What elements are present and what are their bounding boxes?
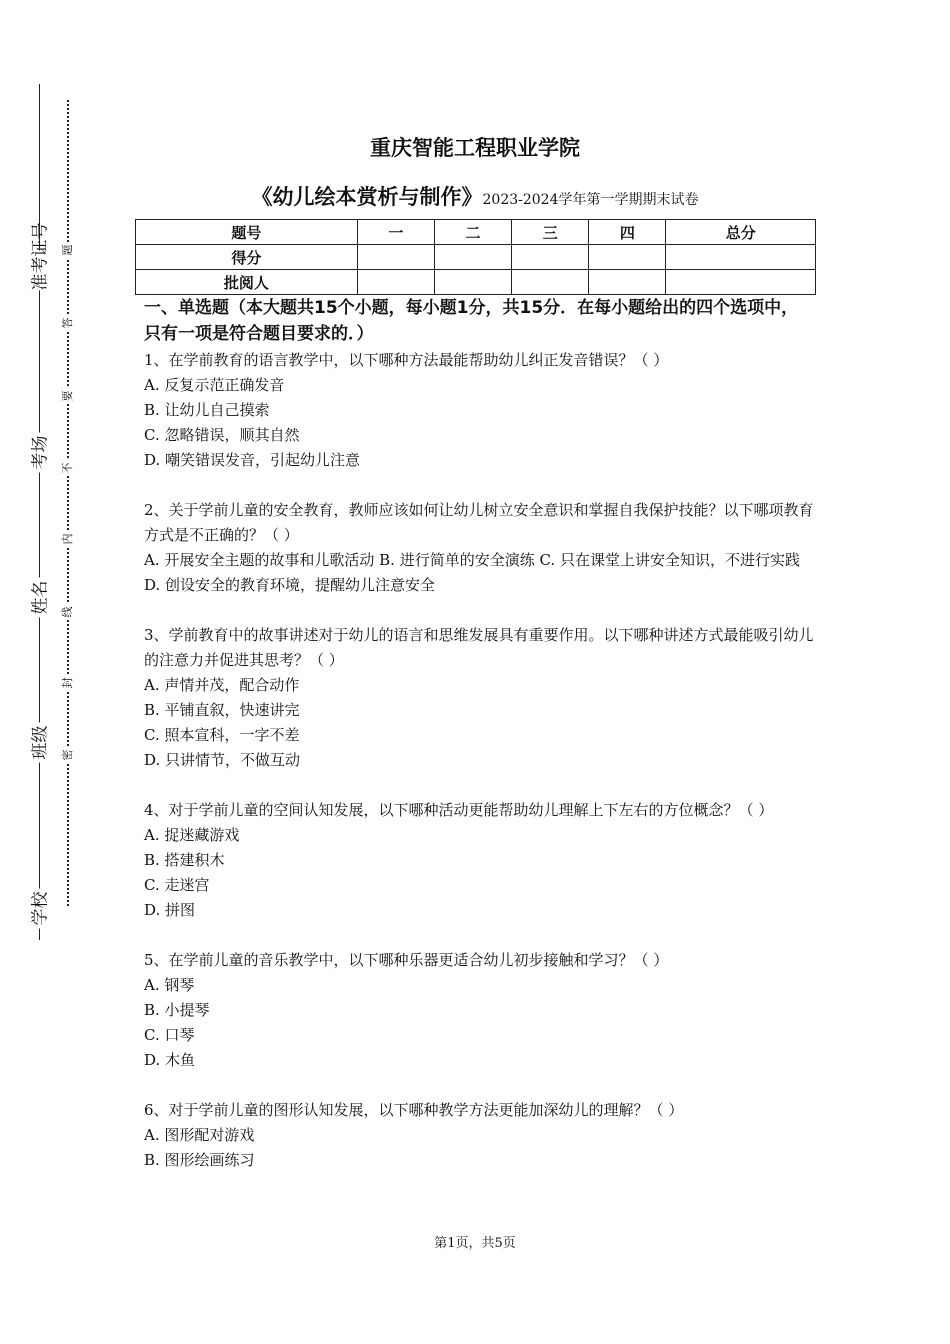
binding-field-class: 班级 bbox=[26, 723, 51, 763]
question-5 bbox=[144, 948, 814, 1073]
score-table-row bbox=[136, 270, 816, 295]
option-a: A. 钢琴 bbox=[144, 976, 195, 994]
option-b: B. 让幼儿自己摸索 bbox=[144, 401, 270, 419]
question-text: 4、对于学前儿童的空间认知发展，以下哪种活动更能帮助幼儿理解上下左右的方位概念？（ ） bbox=[144, 801, 774, 819]
score-table-cell bbox=[434, 270, 511, 295]
option-a: A. 反复示范正确发音 bbox=[144, 376, 285, 394]
question-1 bbox=[144, 348, 814, 473]
option-a: A. 声情并茂，配合动作 bbox=[144, 676, 300, 694]
seal-word: 密 bbox=[61, 747, 75, 763]
option-d: D. 木鱼 bbox=[144, 1051, 196, 1069]
exam-title bbox=[0, 181, 950, 211]
score-table-cell bbox=[512, 270, 589, 295]
option-b: B. 搭建积木 bbox=[144, 851, 225, 869]
score-table-cell bbox=[357, 245, 434, 270]
question-text: 1、在学前教育的语言教学中，以下哪种方法最能帮助幼儿纠正发音错误？（ ） bbox=[144, 351, 669, 369]
option-c: C. 走迷宫 bbox=[144, 876, 210, 894]
course-title: 《幼儿绘本赏析与制作》 bbox=[251, 185, 483, 209]
question-options: A. 开展安全主题的故事和儿歌活动 B. 进行简单的安全演练 C. 只在课堂上讲安全知识，不进行实践 D. 创设安全的教育环境，提醒幼儿注意安全 bbox=[144, 551, 800, 594]
score-table-cell bbox=[434, 245, 511, 270]
score-table-cell bbox=[666, 270, 816, 295]
seal-word: 内 bbox=[61, 531, 75, 547]
score-table-cell bbox=[512, 245, 589, 270]
option-c: C. 口琴 bbox=[144, 1026, 195, 1044]
option-b: B. 小提琴 bbox=[144, 1001, 210, 1019]
binding-field-name: 姓名 bbox=[26, 578, 51, 618]
option-d: D. 嘲笑错误发音，引起幼儿注意 bbox=[144, 451, 361, 469]
option-d: D. 只讲情节，不做互动 bbox=[144, 751, 301, 769]
school-title: 重庆智能工程职业学院 bbox=[370, 136, 580, 160]
question-4 bbox=[144, 798, 814, 923]
seal-word: 不 bbox=[61, 460, 75, 476]
question-text: 2、关于学前儿童的安全教育，教师应该如何让幼儿树立安全意识和掌握自我保护技能？以下哪项教育方式是不正确的？（ ） bbox=[144, 501, 814, 544]
page-footer: 第1页，共5页 bbox=[434, 1236, 516, 1251]
term-title: 2023-2024学年第一学期期末试卷 bbox=[482, 192, 699, 208]
score-table-cell: 总分 bbox=[666, 220, 816, 245]
seal-word: 要 bbox=[61, 388, 75, 404]
seal-word: 题 bbox=[61, 242, 75, 258]
question-6 bbox=[144, 1098, 814, 1173]
seal-word: 封 bbox=[61, 675, 75, 691]
score-table bbox=[135, 219, 816, 295]
binding-dotted-line bbox=[67, 100, 69, 906]
option-c: C. 照本宣科，一字不差 bbox=[144, 726, 300, 744]
section-heading: 一、单选题（本大题共15个小题，每小题1分，共15分．在每小题给出的四个选项中，只有一项是符合题目要求的．） bbox=[144, 298, 799, 344]
score-table-cell bbox=[357, 270, 434, 295]
score-table-cell bbox=[666, 245, 816, 270]
score-table-row bbox=[136, 245, 816, 270]
option-d: D. 拼图 bbox=[144, 901, 196, 919]
question-text: 6、对于学前儿童的图形认知发展，以下哪种教学方法更能加深幼儿的理解？（ ） bbox=[144, 1101, 684, 1119]
score-table-cell bbox=[589, 245, 666, 270]
binding-solid-line bbox=[39, 84, 40, 940]
score-table-cell: 三 bbox=[512, 220, 589, 245]
question-text: 3、学前教育中的故事讲述对于幼儿的语言和思维发展具有重要作用。以下哪种讲述方式最能吸引幼儿的注意力并促进其思考？（ ） bbox=[144, 626, 814, 669]
score-table-cell bbox=[589, 270, 666, 295]
binding-field-school: 学校 bbox=[26, 889, 51, 929]
score-table-cell: 四 bbox=[589, 220, 666, 245]
seal-word: 答 bbox=[61, 315, 75, 331]
score-table-cell: 一 bbox=[357, 220, 434, 245]
score-table-cell: 题号 bbox=[136, 220, 358, 245]
score-table-cell: 二 bbox=[434, 220, 511, 245]
binding-field-exam-room: 考场 bbox=[26, 433, 51, 473]
exam-content bbox=[144, 295, 814, 1198]
option-b: B. 图形绘画练习 bbox=[144, 1151, 255, 1169]
score-table-row-label: 得分 bbox=[136, 245, 358, 270]
score-table-row-label: 批阅人 bbox=[136, 270, 358, 295]
option-b: B. 平铺直叙，快速讲完 bbox=[144, 701, 300, 719]
seal-word: 线 bbox=[61, 604, 75, 620]
question-2 bbox=[144, 498, 814, 598]
option-c: C. 忽略错误，顺其自然 bbox=[144, 426, 300, 444]
option-a: A. 捉迷藏游戏 bbox=[144, 826, 240, 844]
score-table-header-row bbox=[136, 220, 816, 245]
question-3 bbox=[144, 623, 814, 773]
option-a: A. 图形配对游戏 bbox=[144, 1126, 255, 1144]
binding-field-exam-number: 准考证号 bbox=[26, 251, 51, 291]
question-text: 5、在学前儿童的音乐教学中，以下哪种乐器更适合幼儿初步接触和学习？（ ） bbox=[144, 951, 669, 969]
